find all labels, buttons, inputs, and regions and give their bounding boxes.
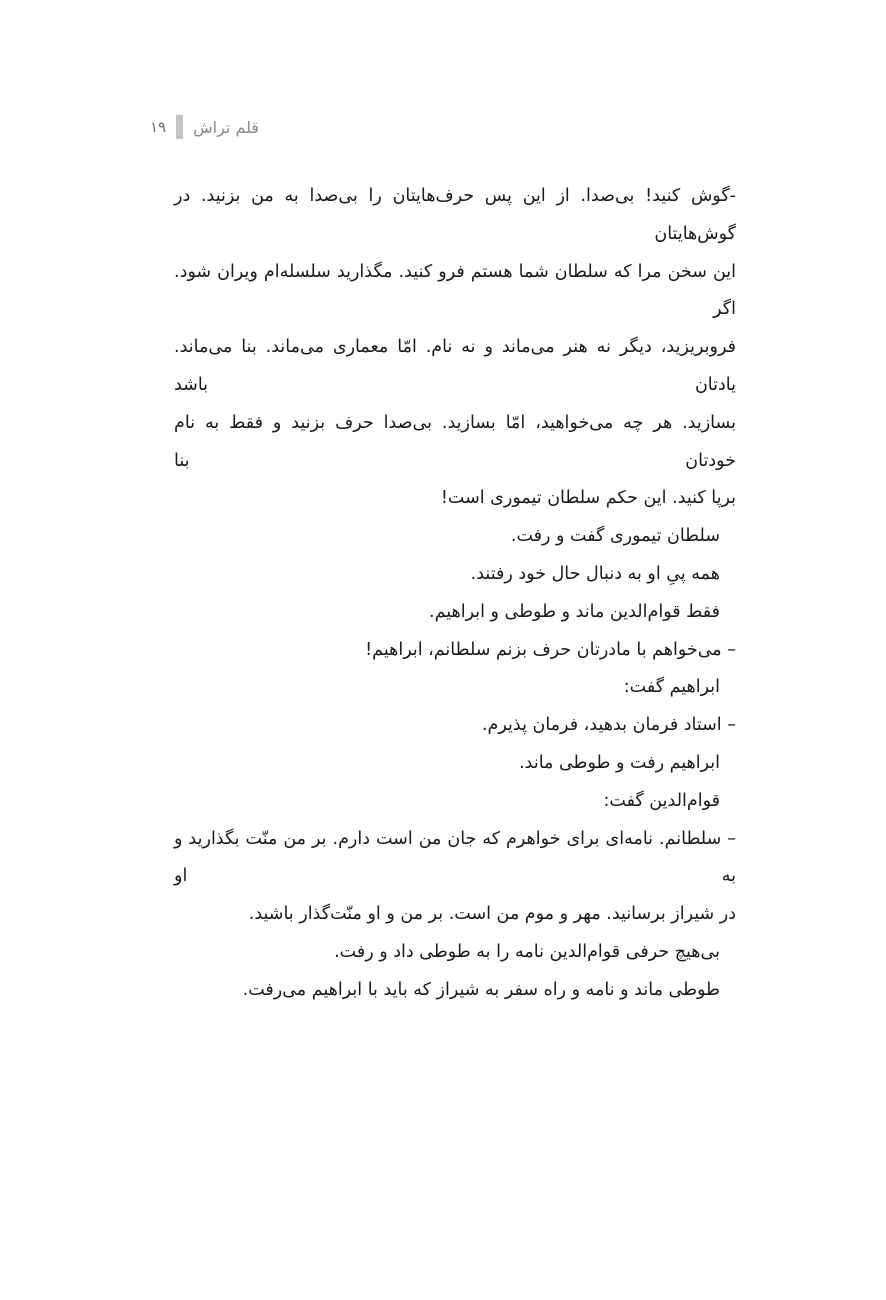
paragraph: همه پیِ او به دنبال حال خود رفتند. (470, 563, 720, 584)
page-body (174, 178, 736, 1010)
book-title: قلم تراش (193, 117, 260, 137)
text-line: این سخن مرا که سلطان شما هستم فرو کنید. مگذارید سلسله‌ام ویران شود. اگر (174, 261, 736, 320)
text-line: – سلطانم. نامه‌ای برای خواهرم که جان من است دارم. بر من منّت بگذارید و به او (174, 828, 736, 887)
page-header (150, 114, 259, 140)
text-line: -گوش کنید! بی‌صدا. از این پس حرف‌هایتان را بی‌صدا به من بزنید. در گوش‌هایتان (174, 186, 736, 244)
text-line: فروبریزید، دیگر نه هنر می‌ماند و نه نام. امّا معماری می‌ماند. بنا می‌ماند. یادتان باشد (174, 337, 736, 395)
paragraph-sultan-speech (174, 178, 736, 518)
page-number: ۱۹ (150, 118, 167, 136)
dialogue-line: – استاد فرمان بدهید، فرمان پذیرم. (481, 715, 736, 736)
paragraph: ابراهیم گفت: (623, 677, 720, 698)
paragraph: سلطان تیموری گفت و رفت. (510, 526, 720, 547)
dialogue-line: – می‌خواهم با مادرتان حرف بزنم سلطانم، ابراهیم! (365, 639, 736, 660)
header-divider-bar (176, 115, 183, 139)
text-line: برپا کنید. این حکم سلطان تیموری است! (440, 488, 736, 509)
paragraph: فقط قوام‌الدین ماند و طوطی و ابراهیم. (429, 601, 720, 622)
text-line: در شیراز برسانید. مهر و موم من است. بر من و او منّت‌گذار باشید. (248, 904, 736, 925)
paragraph: طوطی ماند و نامه و راه سفر به شیراز که باید با ابراهیم می‌رفت. (242, 979, 720, 1000)
paragraph: ابراهیم رفت و طوطی ماند. (519, 752, 720, 773)
text-line: بسازید. هر چه می‌خواهید، امّا بسازید. بی‌صدا حرف بزنید و فقط به نام خودتان بنا (174, 412, 736, 471)
dialogue-paragraph (174, 821, 736, 934)
paragraph: قوام‌الدین گفت: (603, 790, 720, 811)
paragraph: بی‌هیچ حرفی قوام‌الدین نامه را به طوطی داد و رفت. (334, 941, 720, 962)
